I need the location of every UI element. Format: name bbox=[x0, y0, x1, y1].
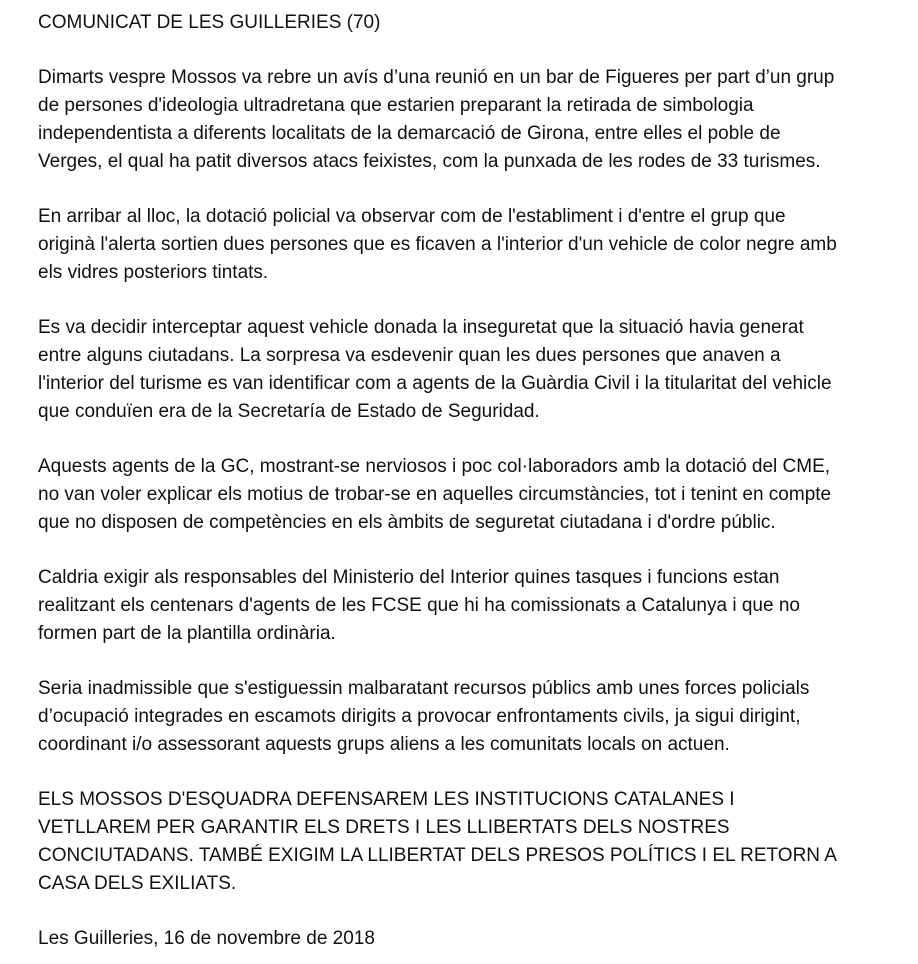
communique-document bbox=[38, 9, 908, 953]
document-title: COMUNICAT DE LES GUILLERIES (70) bbox=[38, 12, 381, 33]
paragraph-interception: Es va decidir interceptar aquest vehicle donada la inseguretat que la situació havia generat entre alguns ciutadans. La sorpresa va esdevenir quan les dues persones que anaven a l'interior del turisme es van identificar com a agents de la Guàrdia Civil i la titularitat del vehicle que conduïen era de la Secretaría de Estado de Seguridad. bbox=[38, 317, 832, 422]
paragraph-arrival: En arribar al lloc, la dotació policial va observar com de l'establiment i d'entre el grup que originà l'alerta sortien dues persones que es ficaven a l'interior d'un vehicle de color negre amb els vidres posteriors tintats. bbox=[38, 206, 837, 283]
paragraph-declaration: ELS MOSSOS D'ESQUADRA DEFENSAREM LES INSTITUCIONS CATALANES I VETLLAREM PER GARANTIR ELS DRETS I LES LLIBERTATS DELS NOSTRES CONCIUTADANS. TAMBÉ EXIGIM LA LLIBERTAT DELS PRESOS POLÍTICS I EL RETORN A CASA DELS EXILIATS. bbox=[38, 789, 837, 894]
paragraph-demand: Caldria exigir als responsables del Ministerio del Interior quines tasques i funcions estan realitzant els centenars d'agents de les FCSE que hi ha comissionats a Catalunya i que no formen part de la plantilla ordinària. bbox=[38, 567, 800, 644]
paragraph-agents: Aquests agents de la GC, mostrant-se nerviosos i poc col·laboradors amb la dotació del CME, no van voler explicar els motius de trobar-se en aquelles circumstàncies, tot i tenint en compte que no disposen de competències en els àmbits de seguretat ciutadana i d'ordre públic. bbox=[38, 456, 832, 533]
paragraph-report: Dimarts vespre Mossos va rebre un avís d’una reunió en un bar de Figueres per part d’un grup de persones d'ideologia ultradretana que estarien preparant la retirada de simbologia independentista a diferents localitats de la demarcació de Girona, entre elles el poble de Verges, el qual ha patit diversos atacs feixistes, com la punxada de les rodes de 33 turismes. bbox=[38, 67, 835, 172]
paragraph-inadmissible: Seria inadmissible que s'estiguessin malbaratant recursos públics amb unes forces policials d’ocupació integrades en escamots dirigits a provocar enfrontaments civils, ja sigui dirigint, coordinant i/o assessorant aquests grups aliens a les comunitats locals on actuen. bbox=[38, 678, 810, 755]
signoff-place-date: Les Guilleries, 16 de novembre de 2018 bbox=[38, 928, 375, 949]
